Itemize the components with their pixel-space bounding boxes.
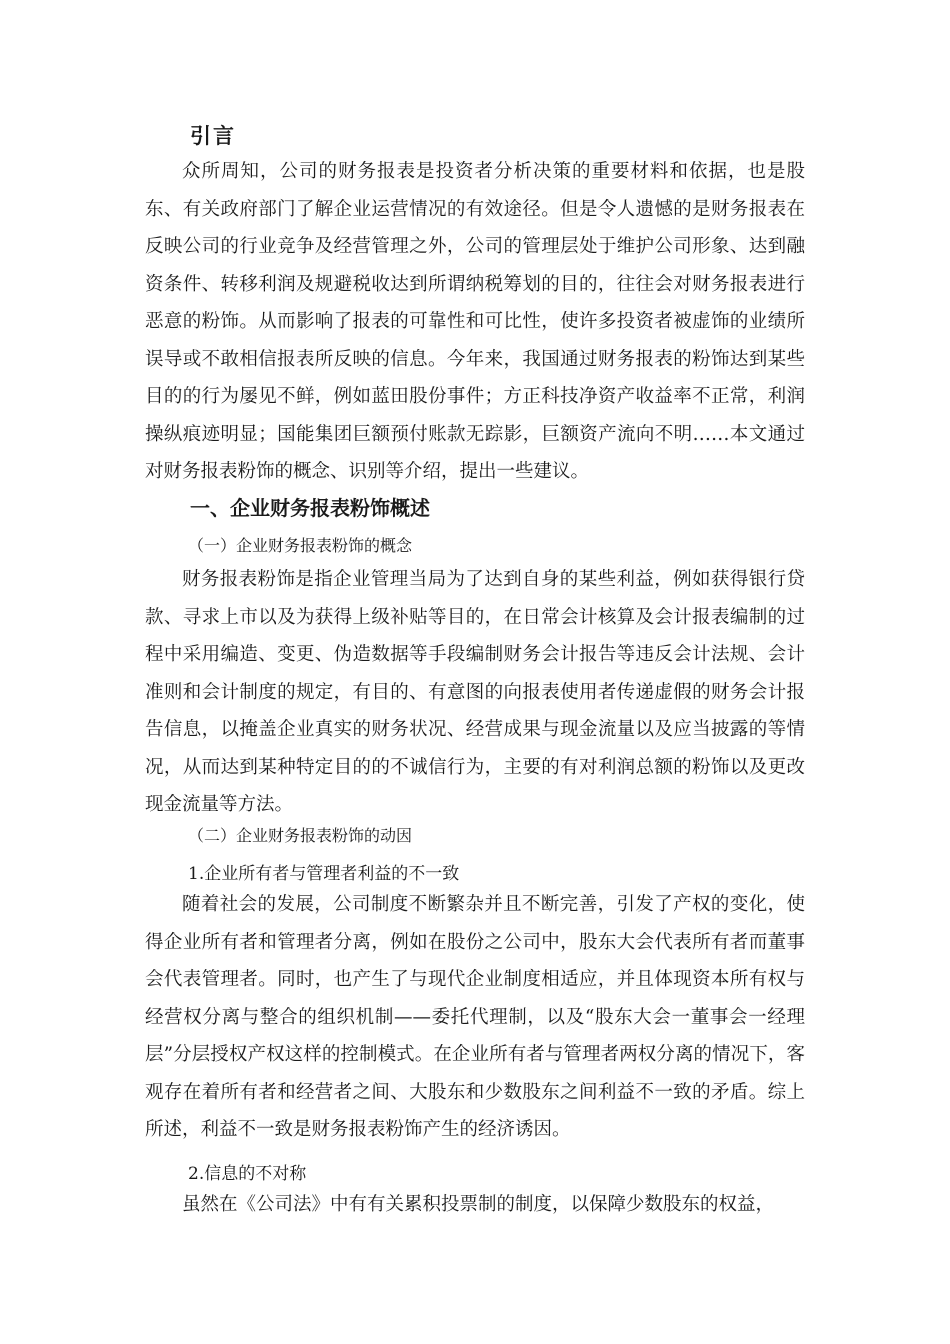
subsection-heading-2: （二）企业财务报表粉饰的动因 (188, 826, 413, 845)
section-heading-1: 一、企业财务报表粉饰概述 (190, 496, 430, 520)
point1-paragraph: 随着社会的发展，公司制度不断繁杂并且不断完善，引发了产权的变化，使得企业所有者和管理者分离，例如在股份之公司中，股东大会代表所有者而董事会代表管理者。同时，也产生了与现代企业制度相适应，并且体现资本所有权与经营权分离与整合的组织机制——委托代理制，以及“股东大会一董事会一经理层”分层授权产权这样的控制模式。在企业所有者与管理者两权分离的情况下，客观存在着所有者和经营者之间、大股东和少数股东之间利益不一致的矛盾。综上所述，利益不一致是财务报表粉饰产生的经济诱因。 (145, 894, 805, 1140)
point2-paragraph: 虽然在《公司法》中有有关累积投票制的制度，以保障少数股东的权益， (182, 1194, 775, 1215)
concept-paragraph: 财务报表粉饰是指企业管理当局为了达到自身的某些利益，例如获得银行贷款、寻求上市以及为获得上级补贴等目的，在日常会计核算及会计报表编制的过程中采用编造、变更、伪造数据等手段编制财务会计报告等违反会计法规、会计准则和会计制度的规定，有目的、有意图的向报表使用者传递虚假的财务会计报告信息，以掩盖企业真实的财务状况、经营成果与现金流量以及应当披露的等情况，从而达到某种特定目的的不诚信行为，主要的有对利润总额的粉饰以及更改现金流量等方法。 (145, 569, 805, 815)
document-title: 引言 (190, 124, 236, 148)
subsection-heading-1: （一）企业财务报表粉饰的概念 (188, 536, 413, 555)
point-heading-2: 2.信息的不对称 (188, 1164, 307, 1184)
intro-paragraph: 众所周知，公司的财务报表是投资者分析决策的重要材料和依据，也是股东、有关政府部门了解企业运营情况的有效途径。但是令人遗憾的是财务报表在反映公司的行业竞争及经营管理之外，公司的管理层处于维护公司形象、达到融资条件、转移利润及规避税收达到所谓纳税筹划的目的，往往会对财务报表进行恶意的粉饰。从而影响了报表的可靠性和可比性，使许多投资者被虚饰的业绩所误导或不敢相信报表所反映的信息。今年来，我国通过财务报表的粉饰达到某些目的的行为屡见不鲜，例如蓝田股份事件；方正科技净资产收益率不正常，利润操纵痕迹明显；国能集团巨额预付账款无踪影，巨额资产流向不明……本文通过对财务报表粉饰的概念、识别等介绍，提出一些建议。 (145, 161, 805, 482)
point-heading-1: 1.企业所有者与管理者利益的不一致 (188, 864, 460, 884)
